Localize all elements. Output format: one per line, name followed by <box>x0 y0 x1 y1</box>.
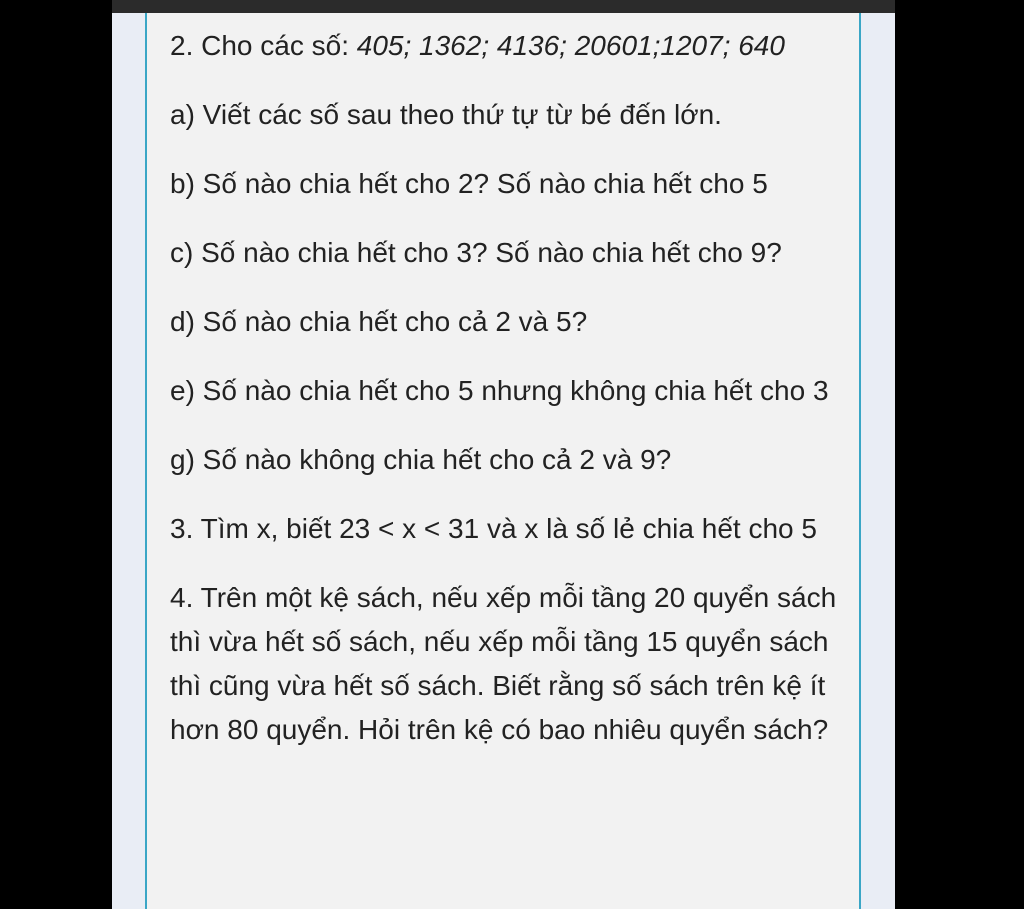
problem-2 <box>170 24 842 68</box>
question-g: g) Số nào không chia hết cho cả 2 và 9? <box>170 444 672 475</box>
content-card <box>145 13 861 909</box>
question-a: a) Viết các số sau theo thứ tự từ bé đến lớn. <box>170 99 722 130</box>
question-c: c) Số nào chia hết cho 3? Số nào chia hết cho 9? <box>170 237 782 268</box>
problem-3: 3. Tìm x, biết 23 < x < 31 và x là số lẻ chia hết cho 5 <box>170 513 817 544</box>
question-d: d) Số nào chia hết cho cả 2 và 5? <box>170 306 588 337</box>
problem-text <box>170 24 842 777</box>
top-bar <box>112 0 895 13</box>
problem-2-numbers: 405; 1362; 4136; 20601;1207; 640 <box>356 30 785 61</box>
problem-4: 4. Trên một kệ sách, nếu xếp mỗi tầng 20 quyển sách thì vừa hết số sách, nếu xếp mỗi tầng 15 quyển sách thì cũng vừa hết số sách. Biết rằng số sách trên kệ ít hơn 80 quyển. Hỏi trên kệ có bao nhiêu quyển sách? <box>170 582 837 745</box>
problem-2-prefix: 2. Cho các số: <box>170 30 357 61</box>
question-b: b) Số nào chia hết cho 2? Số nào chia hết cho 5 <box>170 168 768 199</box>
question-e: e) Số nào chia hết cho 5 nhưng không chia hết cho 3 <box>170 375 829 406</box>
